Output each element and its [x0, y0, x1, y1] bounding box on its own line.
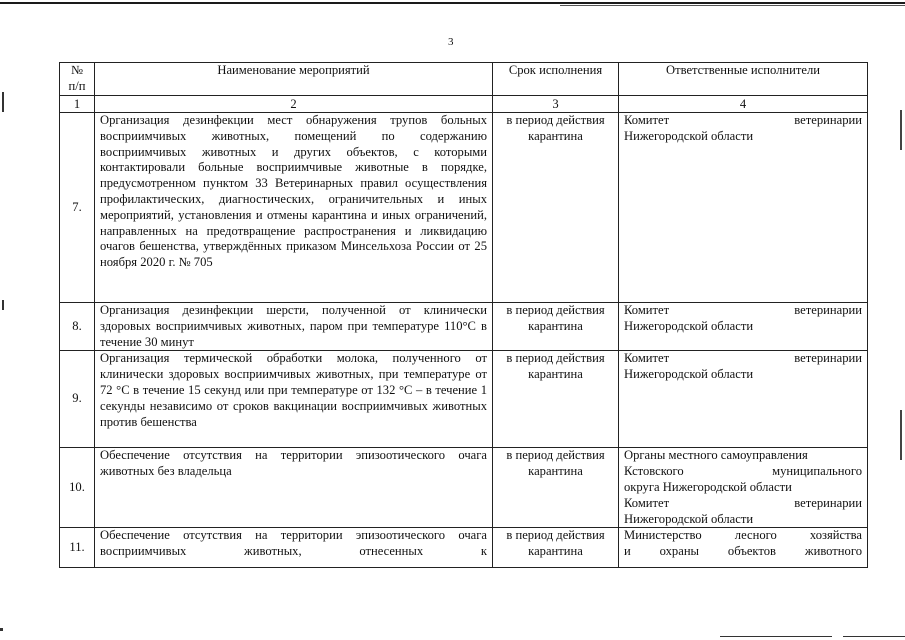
- measure-term: в период действия карантина: [493, 113, 619, 303]
- header-term: Срок исполнения: [493, 63, 619, 96]
- scan-edge-right-mark: [900, 110, 902, 150]
- index-cell: 2: [95, 96, 493, 113]
- scan-edge-right-mark: [900, 410, 902, 460]
- measure-name: Организация термической обработки молока, полученного от клинически здоровых восприимчивых животных, при температуре от 72 °С в течение 15 секунд или при температуре от 132 °С – в течение 1 секунды независимо от сроков вакцинации восприимчивых животных против бешенства: [95, 351, 493, 448]
- index-cell: 4: [619, 96, 868, 113]
- header-name: Наименование мероприятий: [95, 63, 493, 96]
- measure-name-text: Обеспечение отсутствия на территории эпизоотического очага восприимчивых животных, отнесенных к: [100, 528, 487, 559]
- scan-edge-left-mark: [2, 300, 4, 310]
- row-number: 11.: [60, 528, 95, 568]
- measure-responsible: [619, 303, 868, 351]
- measures-table: [59, 62, 868, 568]
- index-cell: 1: [60, 96, 95, 113]
- measure-term: в период действия карантина: [493, 351, 619, 448]
- scan-edge-top: [0, 2, 905, 4]
- scan-edge-top-right: [560, 5, 905, 6]
- responsible-line: Комитет ветеринарии: [624, 303, 862, 317]
- measure-term: в период действия карантина: [493, 528, 619, 568]
- table-row: [60, 351, 868, 448]
- responsible-line: и охраны объектов животного: [624, 544, 862, 559]
- measure-term: в период действия карантина: [493, 448, 619, 528]
- scan-edge-bottom: [720, 636, 832, 637]
- responsible-line: Министерство лесного хозяйства: [624, 528, 862, 543]
- measure-name: Организация дезинфекции шерсти, полученной от клинически здоровых восприимчивых животных, паром при температуре 110°С в течение 30 минут: [95, 303, 493, 351]
- page-number: 3: [448, 36, 454, 48]
- table-row: [60, 303, 868, 351]
- table-row: [60, 528, 868, 568]
- measure-responsible: [619, 528, 868, 568]
- responsible-line: Комитет ветеринарии: [624, 495, 862, 510]
- scan-speck: [0, 628, 3, 631]
- scan-edge-left-mark: [2, 92, 4, 112]
- row-number: 7.: [60, 113, 95, 303]
- row-number: 9.: [60, 351, 95, 448]
- measure-name: Обеспечение отсутствия на территории эпизоотического очага животных без владельца: [95, 448, 493, 528]
- table-row: [60, 113, 868, 303]
- table-header-row: [60, 63, 868, 96]
- index-cell: 3: [493, 96, 619, 113]
- measure-responsible: [619, 113, 868, 303]
- row-number: 8.: [60, 303, 95, 351]
- table-row: [60, 448, 868, 528]
- responsible-line: Нижегородской области: [624, 128, 754, 143]
- table-index-row: [60, 96, 868, 113]
- measure-name: [95, 528, 493, 568]
- measure-responsible: [619, 448, 868, 528]
- responsible-line: Органы местного самоуправления: [624, 448, 808, 463]
- measure-term: в период действия карантина: [493, 303, 619, 351]
- responsible-line: Нижегородской области: [624, 511, 754, 526]
- responsible-line: Нижегородской области: [624, 318, 754, 333]
- header-responsible: Ответственные исполнители: [619, 63, 868, 96]
- header-num: № п/п: [60, 63, 95, 96]
- responsible-line: Комитет ветеринарии: [624, 351, 862, 366]
- responsible-line: округа Нижегородской области: [624, 479, 792, 494]
- measure-name: Организация дезинфекции мест обнаружения трупов больных восприимчивых животных, помещений по содержанию восприимчивых животных и других объектов, с которыми контактировали больные восприимчивые животные в порядке, предусмотренном пунктом 33 Ветеринарных правил осуществления профилактических, диагностических, ограничительных и иных мероприятий, установления и отмены карантина и иных ограничений, направленных на предотвращение распространения и ликвидацию очагов бешенства, утверждённых приказом Минсельхоза России от 25 ноября 2020 г. № 705: [95, 113, 493, 303]
- responsible-line: Кстовского муниципального: [624, 464, 862, 479]
- responsible-line: Нижегородской области: [624, 367, 754, 382]
- responsible-line: Комитет ветеринарии: [624, 113, 862, 127]
- measure-responsible: [619, 351, 868, 448]
- scan-edge-bottom-right: [843, 636, 905, 637]
- row-number: 10.: [60, 448, 95, 528]
